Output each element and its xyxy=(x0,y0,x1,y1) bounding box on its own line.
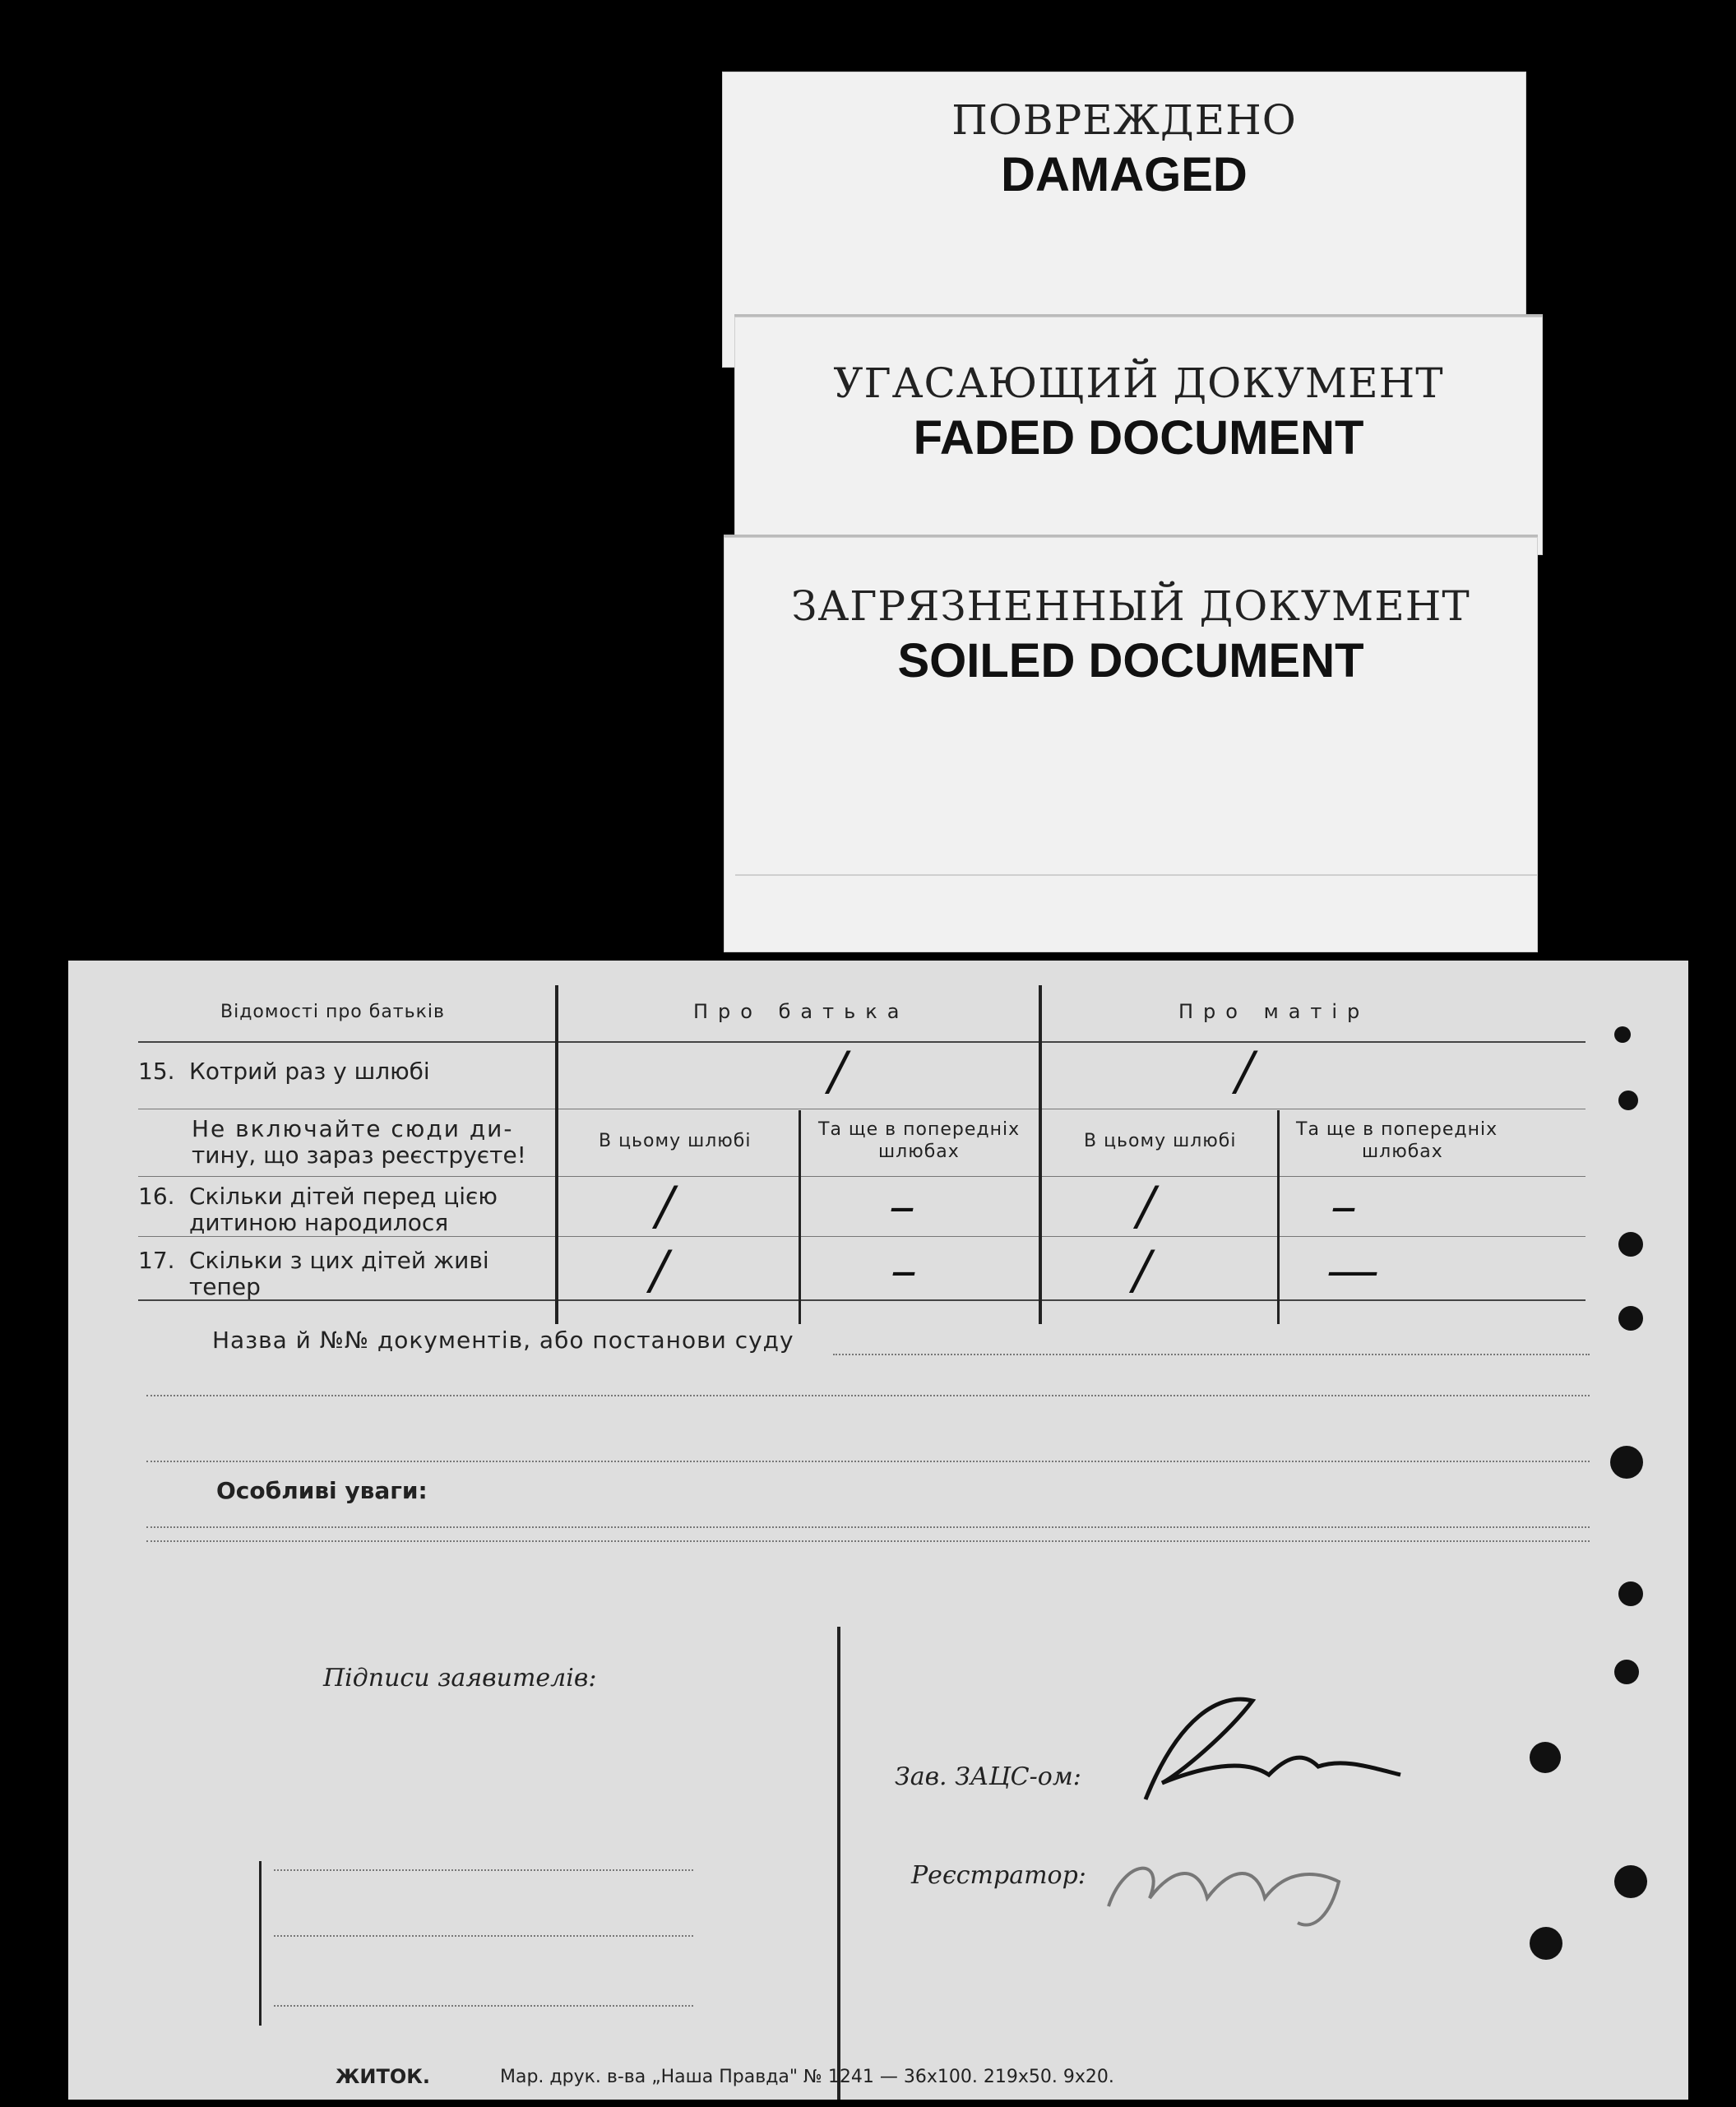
documents-line xyxy=(146,1461,1590,1462)
documents-label: Назва й №№ документів, або постанови суду xyxy=(212,1327,794,1354)
notice-ru-text: ЗАГРЯЗНЕННЫЙ ДОКУМЕНТ xyxy=(791,582,1470,630)
column-rule xyxy=(1277,1110,1280,1324)
father-prev-marriages-header-2: шлюбах xyxy=(878,1141,960,1162)
fold-line xyxy=(735,874,1538,876)
applicant-line xyxy=(274,2005,693,2007)
father-this-marriage-header: В цьому шлюбі xyxy=(599,1131,752,1151)
applicants-label: Підписи заявителів: xyxy=(323,1664,597,1693)
row16-mother-prev: – xyxy=(1331,1176,1357,1237)
notice-en-text: FADED DOCUMENT xyxy=(913,411,1364,465)
damage-hole xyxy=(1614,1026,1631,1043)
applicant-line xyxy=(274,1935,693,1937)
special-notes-line xyxy=(146,1526,1590,1528)
row15-father-value: / xyxy=(829,1041,847,1102)
faded-notice xyxy=(734,314,1543,555)
registrar-signature xyxy=(1092,1832,1372,1947)
damage-hole xyxy=(1618,1581,1643,1606)
applicants-bracket xyxy=(259,1861,262,2026)
mother-prev-marriages-header: Та ще в попередніх xyxy=(1296,1119,1498,1140)
bottom-left-text: ЖИТОК. xyxy=(336,2065,430,2088)
column-rule xyxy=(555,985,558,1324)
head-signature xyxy=(1129,1684,1442,1824)
mother-this-marriage-header: В цьому шлюбі xyxy=(1084,1131,1237,1151)
header-rule xyxy=(138,1041,1586,1043)
row17-mother-this: / xyxy=(1133,1240,1151,1301)
row16-father-prev: – xyxy=(889,1176,915,1237)
soiled-notice xyxy=(724,535,1538,952)
registration-form xyxy=(68,961,1688,2100)
damage-hole xyxy=(1530,1742,1561,1773)
special-notes-line xyxy=(146,1540,1590,1542)
row16-mother-this: / xyxy=(1137,1176,1155,1237)
notice-ru-text: УГАСАЮЩИЙ ДОКУМЕНТ xyxy=(833,359,1444,407)
note-line1: Не включайте сюди ди- xyxy=(192,1115,514,1142)
column-rule xyxy=(799,1110,801,1324)
column-rule xyxy=(1039,985,1042,1324)
row-rule xyxy=(138,1236,1586,1237)
damage-hole xyxy=(1610,1446,1643,1479)
damage-hole xyxy=(1614,1865,1647,1898)
damage-hole xyxy=(1618,1232,1643,1257)
documents-line xyxy=(146,1395,1590,1396)
damage-hole xyxy=(1618,1091,1638,1110)
special-notes-label: Особливі уваги: xyxy=(216,1477,428,1504)
row17-line1: Скільки з цих дітей живі xyxy=(189,1247,489,1274)
note-line2: тину, що зараз реєструєте! xyxy=(192,1141,526,1169)
row17-number: 17. xyxy=(138,1247,175,1274)
row15-number: 15. xyxy=(138,1058,175,1085)
row17-mother-prev: — xyxy=(1326,1240,1379,1301)
row15-mother-value: / xyxy=(1236,1041,1254,1102)
notice-en-text: SOILED DOCUMENT xyxy=(897,634,1364,688)
mother-header: Про матір xyxy=(1178,1000,1370,1023)
damage-hole xyxy=(1614,1660,1639,1684)
damage-hole xyxy=(1618,1306,1643,1331)
documents-line xyxy=(833,1354,1590,1355)
head-label: Зав. ЗАЦС-ом: xyxy=(895,1762,1081,1791)
row-rule xyxy=(138,1176,1586,1177)
row15-label: Котрий раз у шлюбі xyxy=(189,1058,430,1085)
row16-father-this: / xyxy=(656,1176,674,1237)
printer-imprint: Мар. друк. в-ва „Наша Правда" № 1241 — 36х100. 219х50. 9х20. xyxy=(500,2067,1114,2087)
notice-en-text: DAMAGED xyxy=(1001,148,1248,201)
damage-hole xyxy=(1530,1927,1562,1960)
row16-number: 16. xyxy=(138,1183,175,1210)
applicant-line xyxy=(274,1869,693,1871)
row17-line2: тепер xyxy=(189,1273,261,1300)
parents-header: Відомості про батьків xyxy=(220,1002,445,1022)
row17-father-prev: – xyxy=(891,1240,917,1301)
row16-line1: Скільки дітей перед цією xyxy=(189,1183,498,1210)
signature-divider xyxy=(837,1627,840,2100)
father-prev-marriages-header: Та ще в попередніх xyxy=(818,1119,1021,1140)
row16-line2: дитиною народилося xyxy=(189,1209,449,1236)
mother-prev-marriages-header-2: шлюбах xyxy=(1362,1141,1443,1162)
notice-ru-text: ПОВРЕЖДЕНО xyxy=(951,96,1297,144)
father-header: Про батька xyxy=(693,1000,910,1023)
registrar-label: Реєстратор: xyxy=(911,1861,1086,1890)
row17-father-this: / xyxy=(650,1240,669,1301)
